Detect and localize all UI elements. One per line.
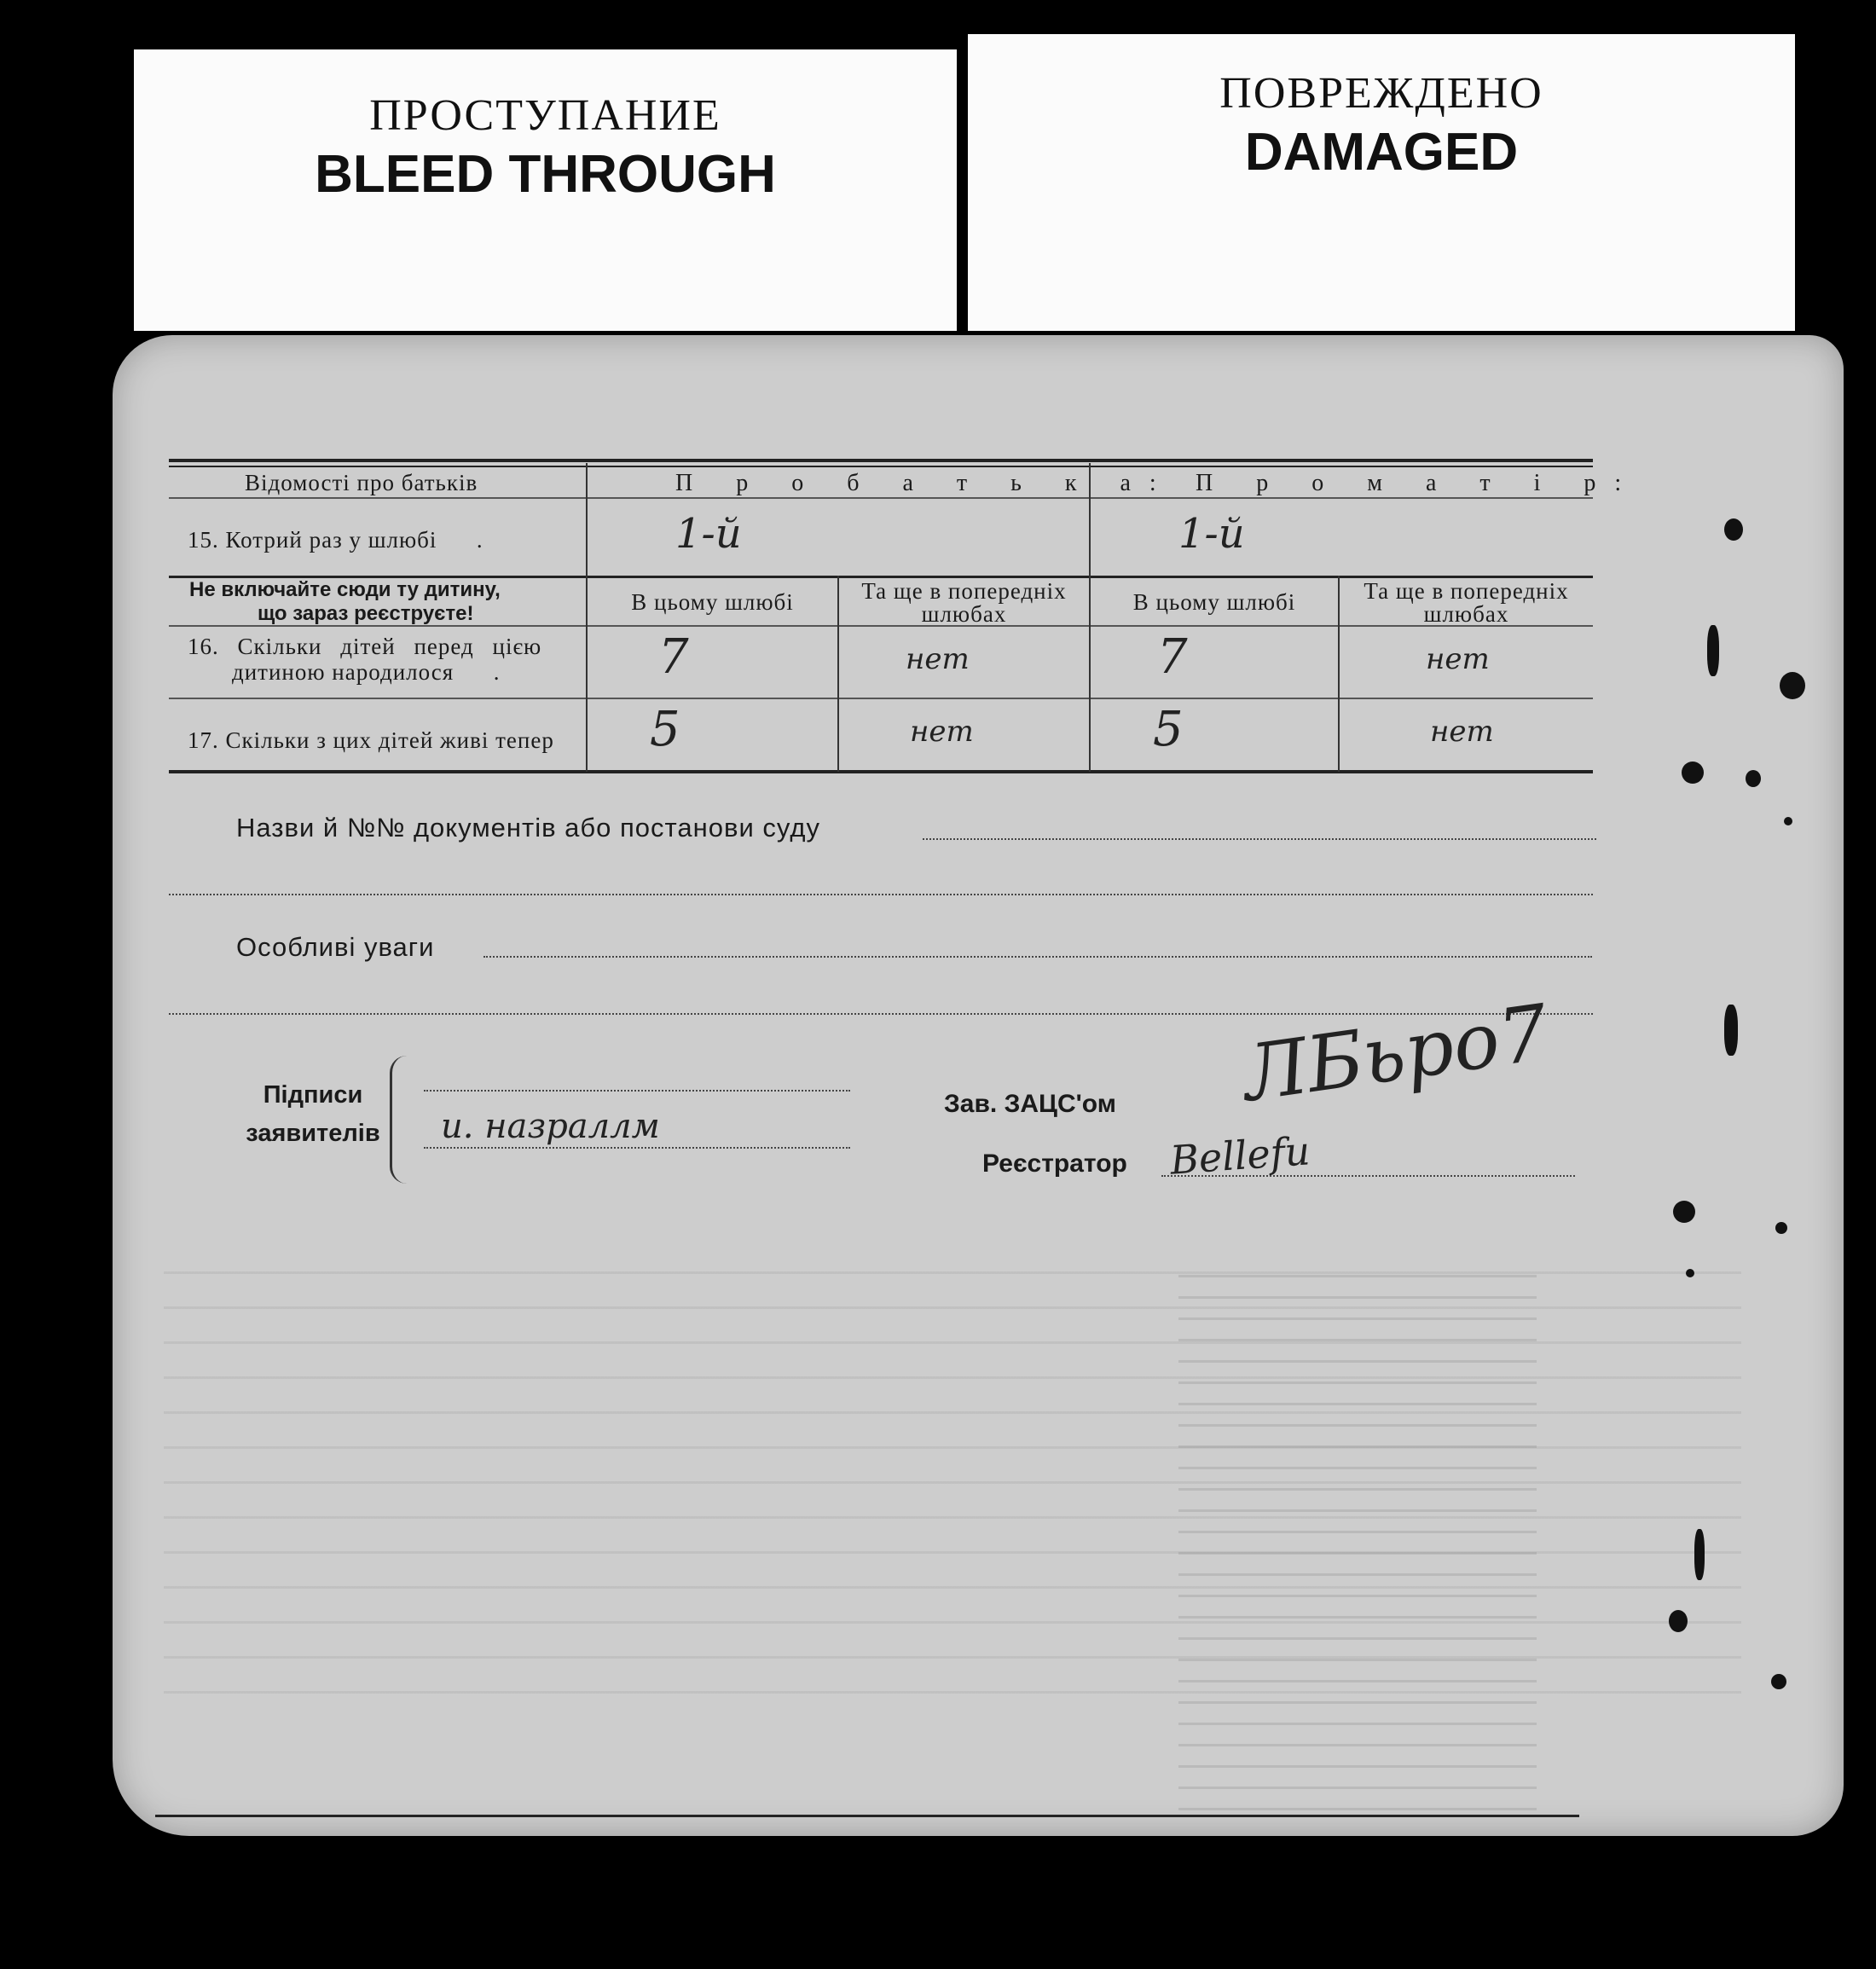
documents-field-line-2 bbox=[169, 894, 1593, 895]
row16-father-previous: нет bbox=[906, 642, 970, 676]
applicants-brace bbox=[390, 1056, 408, 1184]
documents-field-line bbox=[923, 838, 1596, 840]
damage-hole bbox=[1746, 770, 1761, 787]
row15-father-value: 1-й bbox=[675, 510, 742, 558]
damage-hole bbox=[1780, 672, 1805, 699]
subheader-mother-previous-line2: шлюбах bbox=[1423, 601, 1509, 627]
notes-field-label: Особливі уваги bbox=[236, 932, 435, 962]
head-signature: ЛБьрo7 bbox=[1237, 987, 1554, 1120]
notes-field-line bbox=[483, 956, 1592, 958]
row17-father-this: 5 bbox=[650, 702, 680, 757]
registrar-label: Реєстратор bbox=[982, 1150, 1127, 1178]
row17-father-previous: нет bbox=[910, 715, 974, 749]
damage-hole bbox=[1784, 817, 1792, 825]
damage-hole bbox=[1694, 1529, 1705, 1580]
applicant-signature-line-1 bbox=[424, 1090, 850, 1092]
table-row16-bottom-rule bbox=[169, 698, 1593, 699]
bleed-through-texture bbox=[164, 1239, 1741, 1717]
header-mother: П р о м а т і р: bbox=[1196, 470, 1641, 496]
applicant-signature: и. назраллм bbox=[441, 1107, 660, 1146]
damaged-label-en: DAMAGED bbox=[1244, 123, 1519, 182]
table-col-divider-2 bbox=[1089, 463, 1091, 772]
document-page bbox=[113, 335, 1844, 1836]
damaged-label-card bbox=[968, 34, 1795, 331]
table-bottom-rule bbox=[169, 770, 1593, 773]
table-top-rule-2 bbox=[169, 466, 1593, 467]
damage-hole bbox=[1775, 1222, 1787, 1234]
row17-label: 17. Скільки з цих дітей живі тепер bbox=[188, 727, 554, 753]
applicants-signatures-label-line2: заявителів bbox=[246, 1120, 380, 1147]
header-father: П р о б а т ь к а: bbox=[675, 470, 1175, 496]
damage-hole bbox=[1669, 1610, 1688, 1632]
row17-mother-previous: нет bbox=[1430, 715, 1494, 749]
damage-hole bbox=[1686, 1269, 1694, 1277]
header-parents-info: Відомості про батьків bbox=[245, 470, 478, 495]
subheader-note-line2: що зараз реєструєте! bbox=[258, 602, 474, 625]
head-of-registry-label: Зав. ЗАЦС'ом bbox=[944, 1090, 1116, 1118]
registrar-signature: Bellefu bbox=[1168, 1127, 1312, 1184]
bleed-through-label-ru: ПРОСТУПАНИЕ bbox=[369, 91, 721, 140]
applicant-signature-line-2 bbox=[424, 1147, 850, 1149]
row16-mother-this: 7 bbox=[1157, 629, 1188, 685]
damage-hole bbox=[1707, 625, 1719, 676]
subheader-mother-this-marriage: В цьому шлюбі bbox=[1132, 589, 1296, 615]
damage-hole bbox=[1724, 518, 1743, 541]
row16-father-this: 7 bbox=[658, 629, 689, 685]
applicants-signatures-label-line1: Підписи bbox=[263, 1081, 363, 1109]
bleed-through-label-en: BLEED THROUGH bbox=[315, 145, 776, 204]
bleed-through-texture-right bbox=[1178, 1256, 1537, 1819]
row16-mother-previous: нет bbox=[1426, 642, 1490, 676]
table-col-divider-1 bbox=[586, 463, 588, 772]
table-header-rule bbox=[169, 497, 1593, 499]
damage-hole bbox=[1771, 1674, 1786, 1689]
row16-label-line2: дитиною народилося . bbox=[232, 659, 501, 685]
bleed-through-label-card bbox=[134, 49, 957, 331]
damage-hole bbox=[1724, 1005, 1738, 1056]
row16-label-line1: 16. Скільки дітей перед цією bbox=[188, 634, 542, 659]
page-bottom-rule bbox=[155, 1815, 1579, 1817]
subheader-mother-previous-line1: Та ще в попередніх bbox=[1364, 578, 1569, 604]
documents-field-label: Назви й №№ документів або постанови суду bbox=[236, 813, 820, 843]
row15-mother-value: 1-й bbox=[1178, 510, 1245, 558]
subheader-father-previous-line1: Та ще в попередніх bbox=[861, 578, 1067, 604]
row17-mother-this: 5 bbox=[1153, 702, 1184, 757]
subheader-father-this-marriage: В цьому шлюбі bbox=[631, 589, 794, 615]
subheader-note-line1: Не включайте сюди ту дитину, bbox=[189, 578, 501, 601]
damaged-label-ru: ПОВРЕЖДЕНО bbox=[1219, 69, 1543, 118]
table-top-rule bbox=[169, 459, 1593, 462]
damage-hole bbox=[1682, 762, 1704, 784]
damage-hole bbox=[1673, 1201, 1695, 1223]
subheader-father-previous-line2: шлюбах bbox=[921, 601, 1007, 627]
row15-label: 15. Котрий раз у шлюбі . bbox=[188, 527, 483, 553]
